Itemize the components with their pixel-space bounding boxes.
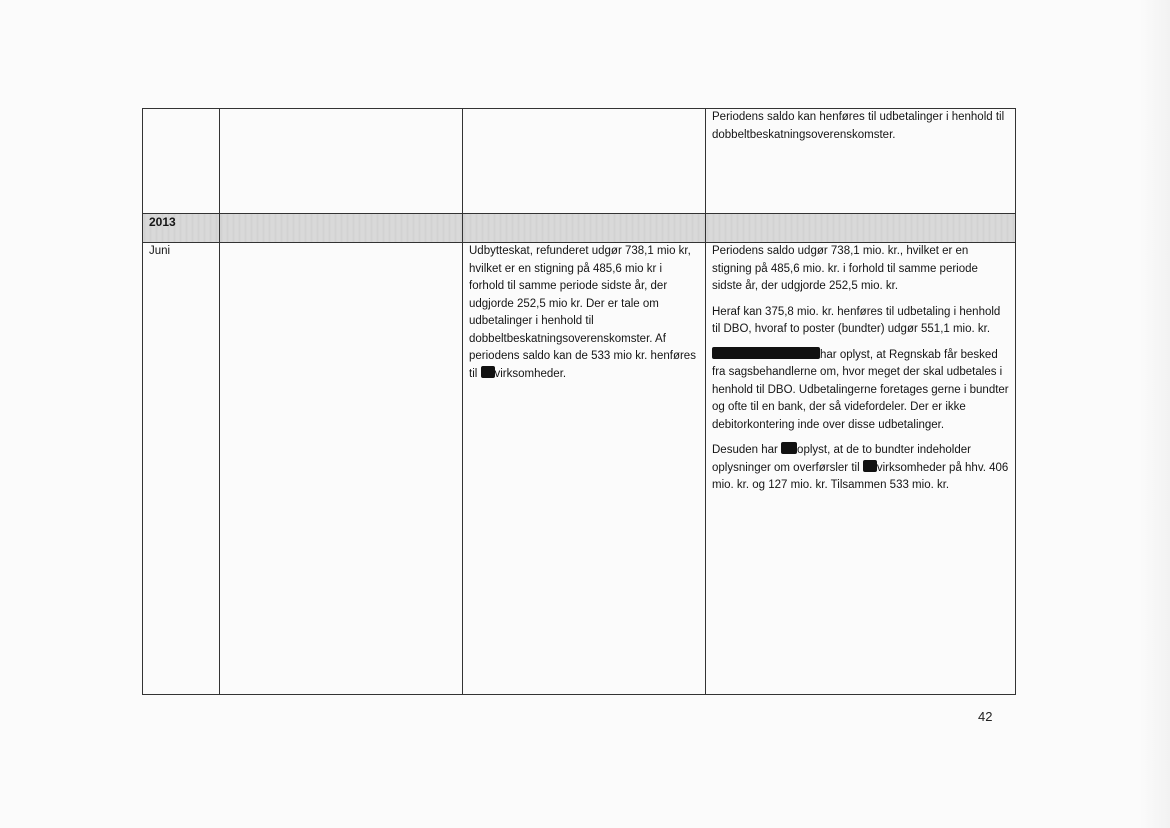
cell-empty bbox=[706, 214, 1016, 243]
redaction-mark bbox=[863, 460, 877, 472]
report-table bbox=[142, 108, 1016, 695]
redaction-mark bbox=[481, 366, 495, 378]
notes-text: Periodens saldo kan henføres til udbetalinger i henhold til dobbeltbeskatningsoverenskomster. bbox=[712, 111, 1005, 141]
cell-description bbox=[463, 243, 706, 695]
month-label: Juni bbox=[149, 245, 171, 257]
cell-notes bbox=[706, 109, 1016, 214]
year-row bbox=[143, 214, 1016, 243]
cell-empty bbox=[220, 214, 463, 243]
notes-paragraph-4-text-c: virksomheder på hhv. 406 mio. kr. og 127 mio. kr. Tilsammen 533 mio. kr. bbox=[712, 461, 1009, 491]
notes-paragraph-1: Periodens saldo udgør 738,1 mio. kr., hvilket er en stigning på 485,6 mio. kr. i forhold til samme periode sidste år, der udgjorde 252,5 mio. kr. bbox=[712, 245, 978, 292]
cell-year bbox=[143, 214, 220, 243]
notes-paragraph-3 bbox=[712, 347, 1009, 435]
cell-notes bbox=[706, 243, 1016, 695]
year-label: 2013 bbox=[149, 215, 176, 229]
notes-paragraph-4 bbox=[712, 442, 1009, 495]
notes-paragraph-4-text-a: Desuden har bbox=[712, 444, 782, 456]
redaction-mark bbox=[712, 347, 820, 359]
redaction-mark bbox=[781, 442, 797, 454]
table-row bbox=[143, 243, 1016, 695]
cell-period bbox=[143, 243, 220, 695]
cell-empty bbox=[463, 214, 706, 243]
notes-paragraph-3-text: har oplyst, at Regnskab får besked fra sagsbehandlerne om, hvor meget der skal udbetales i henhold til DBO. Udbetalingerne foretages gerne i bundter og ofte til en bank, der så videfordeler. Der er ikke debitorkontering inde over disse udbetalinger. bbox=[712, 348, 1009, 431]
table-row bbox=[143, 109, 1016, 214]
cell-period bbox=[143, 109, 220, 214]
description-text-part2: virksomheder. bbox=[494, 367, 567, 380]
cell-empty bbox=[220, 109, 463, 214]
description-text-part1: Udbytteskat, refunderet udgør 738,1 mio kr, hvilket er en stigning på 485,6 mio kr i forhold til samme periode sidste år, der udgjorde 252,5 mio kr. Der er tale om udbetalinger i henhold til dobbeltbeskatningsoverenskomster. Af periodens saldo kan de 533 mio kr. henføres til bbox=[469, 245, 696, 380]
page-number: 42 bbox=[978, 709, 993, 724]
notes-paragraph-4-text-b: oplyst, at de to bundter indeholder oplysninger om overførsler til bbox=[712, 444, 971, 474]
notes-paragraph-2: Heraf kan 375,8 mio. kr. henføres til udbetaling i henhold til DBO, hvoraf to poster (bundter) udgør 551,1 mio. kr. bbox=[712, 305, 1001, 335]
page-edge-shadow bbox=[1140, 0, 1170, 828]
cell-description bbox=[463, 109, 706, 214]
cell-empty bbox=[220, 243, 463, 695]
